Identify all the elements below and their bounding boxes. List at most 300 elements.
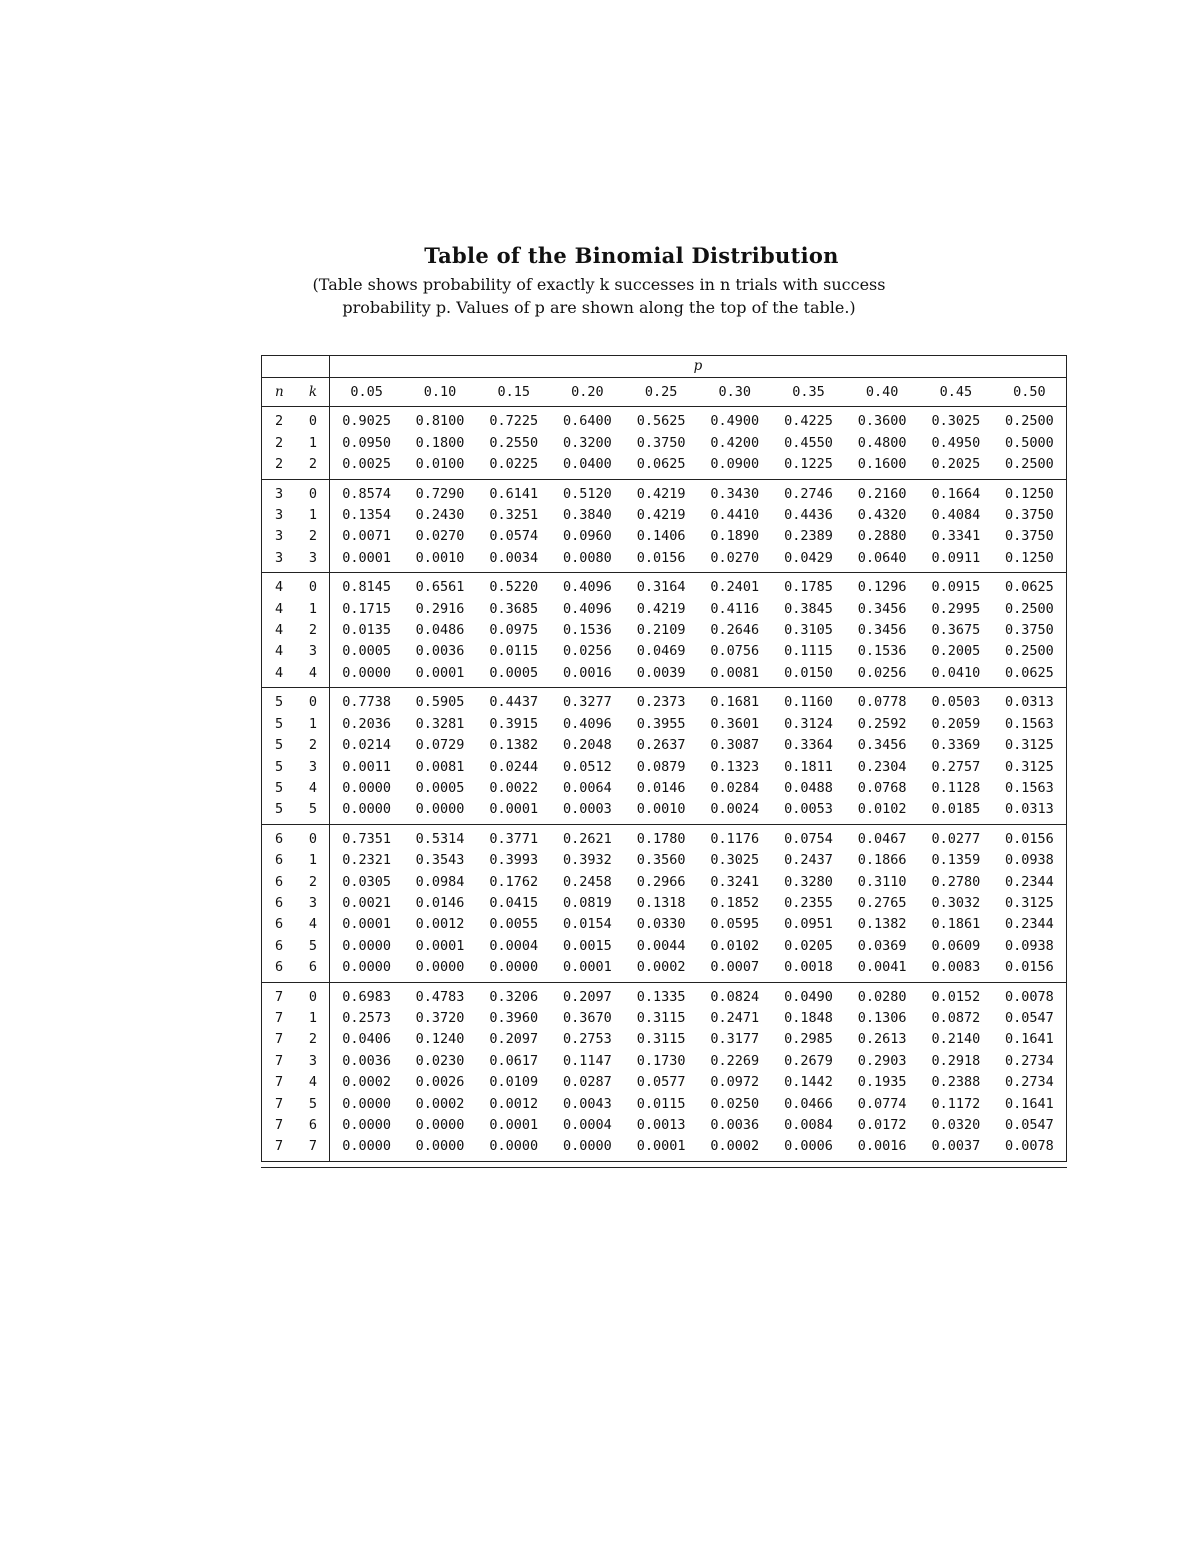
probability-cell: 0.2048: [563, 737, 612, 754]
n-cell: 5: [262, 714, 296, 735]
probability-cell: 0.0043: [563, 1095, 612, 1112]
probability-cell: 0.0002: [710, 1138, 760, 1155]
probability-cell: 0.2321: [330, 850, 404, 871]
probability-cell: 0.0013: [636, 1117, 686, 1133]
probability-cell: 0.3087: [710, 737, 760, 754]
table-row: [262, 1051, 1067, 1072]
probability-cell: 0.3845: [784, 600, 833, 617]
k-cell: 7: [308, 1138, 317, 1155]
probability-cell: 0.4200: [710, 434, 760, 451]
probability-cell: 0.1641: [993, 1029, 1067, 1050]
probability-cell: 0.1115: [784, 643, 833, 660]
probability-cell: 0.0012: [415, 916, 465, 933]
probability-cell: 0.3110: [857, 873, 907, 890]
p-value-header: 0.30: [698, 378, 772, 407]
k-cell: 1: [308, 1009, 317, 1026]
probability-cell: 0.0016: [857, 1138, 907, 1155]
probability-cell: 0.2036: [330, 714, 404, 735]
probability-cell: 0.3341: [931, 528, 981, 545]
probability-cell: 0.0036: [330, 1051, 404, 1072]
probability-cell: 0.2401: [698, 573, 772, 599]
probability-cell: 0.1160: [772, 688, 846, 714]
probability-cell: 0.0156: [993, 957, 1067, 982]
probability-cell: 0.4096: [563, 600, 612, 617]
probability-cell: 0.0021: [330, 893, 404, 914]
probability-cell: 0.0400: [563, 456, 612, 473]
p-value-header: 0.45: [919, 378, 993, 407]
probability-cell: 0.4219: [636, 507, 686, 524]
table-bottom-rule: [261, 1161, 1067, 1168]
table-row: [262, 663, 1067, 688]
p-header-row: [262, 356, 1067, 378]
k-cell: 0: [296, 407, 330, 433]
table-row: [262, 824, 1067, 850]
n-cell: 6: [262, 893, 296, 914]
probability-cell: 0.1250: [993, 479, 1067, 505]
probability-cell: 0.0488: [784, 779, 833, 796]
probability-cell: 0.3771: [477, 824, 551, 850]
p-value-header: 0.20: [551, 378, 625, 407]
probability-cell: 0.0911: [931, 549, 981, 566]
probability-cell: 0.0577: [636, 1074, 686, 1091]
probability-cell: 0.7351: [330, 824, 404, 850]
probability-cell: 0.5120: [551, 479, 625, 505]
probability-cell: 0.0000: [415, 801, 465, 818]
probability-cell: 0.4900: [698, 407, 772, 433]
probability-cell: 0.0156: [636, 549, 686, 566]
probability-cell: 0.3750: [993, 505, 1067, 526]
probability-cell: 0.0055: [489, 916, 539, 933]
probability-cell: 0.3670: [563, 1009, 612, 1026]
probability-cell: 0.0320: [931, 1117, 981, 1133]
probability-cell: 0.0469: [636, 643, 686, 660]
probability-cell: 0.2430: [415, 507, 465, 524]
probability-cell: 0.4950: [931, 434, 981, 451]
k-cell: 1: [308, 600, 317, 617]
probability-cell: 0.0004: [489, 937, 539, 954]
probability-cell: 0.2880: [857, 528, 907, 545]
probability-cell: 0.0975: [489, 622, 539, 639]
probability-cell: 0.3369: [931, 737, 981, 754]
probability-cell: 0.3115: [636, 1009, 686, 1026]
probability-cell: 0.0467: [845, 824, 919, 850]
probability-cell: 0.2757: [931, 758, 981, 775]
probability-cell: 0.0774: [857, 1095, 907, 1112]
probability-cell: 0.0005: [415, 779, 465, 796]
table-row: [262, 914, 1067, 935]
probability-cell: 0.0872: [931, 1009, 981, 1026]
n-cell: 3: [262, 548, 296, 573]
probability-cell: 0.0000: [330, 1094, 404, 1115]
probability-cell: 0.3277: [551, 688, 625, 714]
probability-cell: 0.0005: [489, 664, 539, 681]
probability-cell: 0.3105: [784, 622, 833, 639]
table-row: [262, 573, 1067, 599]
probability-cell: 0.2500: [993, 407, 1067, 433]
probability-cell: 0.2458: [563, 873, 612, 890]
k-cell: 4: [308, 664, 317, 681]
k-cell: 2: [308, 528, 317, 545]
probability-cell: 0.0270: [415, 528, 465, 545]
n-cell: 7: [262, 1029, 296, 1050]
probability-cell: 0.2918: [931, 1052, 981, 1069]
probability-cell: 0.0280: [845, 982, 919, 1008]
probability-cell: 0.1785: [772, 573, 846, 599]
probability-cell: 0.3032: [931, 894, 981, 911]
probability-cell: 0.0250: [710, 1095, 760, 1112]
probability-cell: 0.1715: [330, 599, 404, 620]
probability-cell: 0.2734: [993, 1051, 1067, 1072]
k-cell: 3: [308, 643, 317, 660]
probability-cell: 0.3750: [636, 434, 686, 451]
k-cell: 6: [308, 959, 317, 976]
probability-cell: 0.2734: [993, 1072, 1067, 1093]
table-row: [262, 936, 1067, 957]
probability-cell: 0.2765: [857, 894, 907, 911]
probability-cell: 0.2966: [636, 873, 686, 890]
probability-cell: 0.0080: [563, 549, 612, 566]
n-cell: 6: [262, 936, 296, 957]
probability-cell: 0.0172: [857, 1117, 907, 1133]
probability-cell: 0.0004: [563, 1117, 612, 1133]
probability-cell: 0.1600: [857, 456, 907, 473]
n-cell: 7: [262, 1136, 296, 1160]
probability-cell: 0.0512: [563, 758, 612, 775]
table-group-n-7: [262, 982, 1067, 1161]
probability-cell: 0.2903: [857, 1052, 907, 1069]
n-cell: 7: [262, 982, 296, 1008]
probability-cell: 0.1382: [489, 737, 539, 754]
probability-cell: 0.3456: [857, 622, 907, 639]
probability-cell: 0.0071: [330, 526, 404, 547]
probability-cell: 0.2985: [784, 1031, 833, 1048]
p-value-header: 0.10: [403, 378, 477, 407]
probability-cell: 0.4550: [784, 434, 833, 451]
probability-cell: 0.0000: [330, 1136, 404, 1160]
probability-cell: 0.2269: [710, 1052, 760, 1069]
probability-cell: 0.0000: [330, 936, 404, 957]
probability-cell: 0.1848: [784, 1009, 833, 1026]
probability-cell: 0.1318: [636, 894, 686, 911]
probability-cell: 0.0002: [636, 959, 686, 976]
table-group-n-3: [262, 479, 1067, 573]
probability-cell: 0.0330: [636, 916, 686, 933]
probability-cell: 0.0000: [563, 1138, 612, 1155]
table-group-n-6: [262, 824, 1067, 982]
k-cell: 1: [308, 434, 317, 451]
probability-cell: 0.1536: [857, 643, 907, 660]
probability-cell: 0.0547: [993, 1115, 1067, 1136]
table-header: [262, 356, 1067, 407]
probability-cell: 0.1176: [698, 824, 772, 850]
probability-cell: 0.4320: [857, 507, 907, 524]
binomial-table: [261, 355, 1067, 1161]
binomial-table-container: [261, 355, 1067, 1168]
probability-cell: 0.3125: [993, 735, 1067, 756]
p-value-header: 0.25: [624, 378, 698, 407]
probability-cell: 0.2679: [784, 1052, 833, 1069]
probability-cell: 0.3543: [415, 852, 465, 869]
probability-cell: 0.0879: [636, 758, 686, 775]
table-row: [262, 620, 1067, 641]
n-cell: 7: [262, 1008, 296, 1029]
probability-cell: 0.5314: [403, 824, 477, 850]
probability-cell: 0.0010: [415, 549, 465, 566]
probability-cell: 0.3750: [993, 526, 1067, 547]
k-cell: 2: [308, 873, 317, 890]
probability-cell: 0.3200: [563, 434, 612, 451]
probability-cell: 0.0595: [710, 916, 760, 933]
probability-cell: 0.0064: [563, 779, 612, 796]
probability-cell: 0.0256: [857, 664, 907, 681]
probability-cell: 0.4410: [710, 507, 760, 524]
probability-cell: 0.8574: [330, 479, 404, 505]
probability-cell: 0.0313: [993, 688, 1067, 714]
probability-cell: 0.0034: [489, 549, 539, 566]
probability-cell: 0.6141: [477, 479, 551, 505]
table-row: [262, 1115, 1067, 1136]
probability-cell: 0.2500: [993, 641, 1067, 662]
probability-cell: 0.0915: [919, 573, 993, 599]
probability-cell: 0.0001: [489, 801, 539, 818]
probability-cell: 0.0011: [330, 757, 404, 778]
table-row: [262, 407, 1067, 433]
table-row: [262, 714, 1067, 735]
probability-cell: 0.0768: [857, 779, 907, 796]
probability-cell: 0.0001: [330, 548, 404, 573]
n-cell: 5: [262, 735, 296, 756]
k-cell: 3: [308, 894, 317, 911]
probability-cell: 0.0083: [931, 959, 981, 976]
probability-cell: 0.0037: [931, 1138, 981, 1155]
probability-cell: 0.1147: [563, 1052, 612, 1069]
probability-cell: 0.4783: [403, 982, 477, 1008]
probability-cell: 0.2109: [636, 622, 686, 639]
probability-cell: 0.0000: [415, 1117, 465, 1133]
probability-cell: 0.2025: [931, 456, 981, 473]
probability-cell: 0.0001: [636, 1138, 686, 1155]
probability-cell: 0.3600: [845, 407, 919, 433]
probability-cell: 0.1442: [784, 1074, 833, 1091]
n-cell: 5: [262, 757, 296, 778]
probability-cell: 0.5000: [993, 433, 1067, 454]
probability-cell: 0.0078: [993, 982, 1067, 1008]
probability-cell: 0.0010: [636, 801, 686, 818]
probability-cell: 0.1536: [563, 622, 612, 639]
n-cell: 5: [262, 778, 296, 799]
probability-cell: 0.1172: [931, 1095, 981, 1112]
probability-cell: 0.3720: [415, 1009, 465, 1026]
n-cell: 2: [262, 407, 296, 433]
probability-cell: 0.0001: [563, 959, 612, 976]
probability-cell: 0.0150: [784, 664, 833, 681]
probability-cell: 0.0036: [415, 643, 465, 660]
n-cell: 3: [262, 479, 296, 505]
table-row: [262, 1072, 1067, 1093]
probability-cell: 0.0754: [772, 824, 846, 850]
probability-cell: 0.1780: [624, 824, 698, 850]
table-row: [262, 479, 1067, 505]
probability-cell: 0.0002: [330, 1072, 404, 1093]
probability-cell: 0.1306: [857, 1009, 907, 1026]
probability-cell: 0.2005: [931, 643, 981, 660]
table-group-n-4: [262, 573, 1067, 688]
probability-cell: 0.0000: [415, 959, 465, 976]
probability-cell: 0.0041: [857, 959, 907, 976]
n-cell: 2: [262, 454, 296, 479]
probability-cell: 0.1225: [784, 456, 833, 473]
table-row: [262, 548, 1067, 573]
probability-cell: 0.0000: [330, 1115, 404, 1136]
n-cell: 6: [262, 850, 296, 871]
probability-cell: 0.0016: [563, 664, 612, 681]
probability-cell: 0.3675: [931, 622, 981, 639]
probability-cell: 0.6561: [403, 573, 477, 599]
probability-cell: 0.6400: [551, 407, 625, 433]
probability-cell: 0.4096: [551, 573, 625, 599]
probability-cell: 0.3456: [857, 737, 907, 754]
n-cell: 3: [262, 505, 296, 526]
table-row: [262, 505, 1067, 526]
k-cell: 1: [308, 852, 317, 869]
probability-cell: 0.0000: [330, 778, 404, 799]
n-cell: 5: [262, 799, 296, 824]
table-row: [262, 850, 1067, 871]
table-group-n-2: [262, 407, 1067, 479]
table-row: [262, 893, 1067, 914]
probability-cell: 0.2613: [857, 1031, 907, 1048]
probability-cell: 0.5220: [477, 573, 551, 599]
p-value-header: 0.35: [772, 378, 846, 407]
probability-cell: 0.0625: [993, 663, 1067, 688]
table-row: [262, 957, 1067, 982]
probability-cell: 0.2344: [993, 914, 1067, 935]
probability-cell: 0.6983: [330, 982, 404, 1008]
probability-cell: 0.4096: [563, 715, 612, 732]
probability-cell: 0.0287: [563, 1074, 612, 1091]
n-cell: 6: [262, 872, 296, 893]
k-cell: 2: [308, 456, 317, 473]
probability-cell: 0.0102: [857, 801, 907, 818]
probability-cell: 0.0984: [415, 873, 465, 890]
probability-cell: 0.2500: [993, 599, 1067, 620]
probability-cell: 0.0205: [784, 937, 833, 954]
probability-cell: 0.3125: [993, 893, 1067, 914]
probability-cell: 0.0018: [784, 959, 833, 976]
n-cell: 6: [262, 824, 296, 850]
probability-cell: 0.2097: [489, 1031, 539, 1048]
table-row: [262, 872, 1067, 893]
table-row: [262, 599, 1067, 620]
probability-cell: 0.8100: [403, 407, 477, 433]
probability-cell: 0.2780: [931, 873, 981, 890]
probability-cell: 0.0951: [784, 916, 833, 933]
k-cell: 3: [308, 758, 317, 775]
k-cell: 0: [296, 479, 330, 505]
probability-cell: 0.2637: [636, 737, 686, 754]
k-cell: 2: [308, 1031, 317, 1048]
probability-cell: 0.0022: [489, 779, 539, 796]
probability-cell: 0.4225: [772, 407, 846, 433]
probability-cell: 0.1800: [415, 434, 465, 451]
k-cell: 1: [308, 507, 317, 524]
k-cell: 2: [308, 622, 317, 639]
probability-cell: 0.3915: [489, 715, 539, 732]
probability-cell: 0.1323: [710, 758, 760, 775]
probability-cell: 0.3456: [857, 600, 907, 617]
probability-cell: 0.2500: [993, 454, 1067, 479]
probability-cell: 0.2471: [710, 1009, 760, 1026]
probability-cell: 0.0084: [784, 1117, 833, 1133]
probability-cell: 0.2746: [772, 479, 846, 505]
n-cell: 3: [262, 526, 296, 547]
probability-cell: 0.2388: [931, 1074, 981, 1091]
probability-cell: 0.3025: [710, 852, 760, 869]
header-blank-cell: [262, 356, 330, 378]
p-value-header: 0.05: [330, 378, 404, 407]
probability-cell: 0.3955: [636, 715, 686, 732]
k-cell: 0: [296, 573, 330, 599]
probability-cell: 0.1811: [784, 758, 833, 775]
p-value-header: 0.15: [477, 378, 551, 407]
table-row: [262, 1008, 1067, 1029]
probability-cell: 0.2140: [931, 1031, 981, 1048]
probability-cell: 0.0007: [710, 959, 760, 976]
probability-cell: 0.4116: [710, 600, 760, 617]
table-row: [262, 1094, 1067, 1115]
probability-cell: 0.2646: [710, 622, 760, 639]
probability-cell: 0.0000: [415, 1138, 465, 1155]
probability-cell: 0.2995: [931, 600, 981, 617]
probability-cell: 0.0230: [415, 1052, 465, 1069]
p-label: p: [330, 356, 1067, 378]
n-cell: 7: [262, 1094, 296, 1115]
k-cell: 4: [308, 779, 317, 796]
probability-cell: 0.4084: [931, 507, 981, 524]
probability-cell: 0.1296: [845, 573, 919, 599]
k-cell: 4: [308, 916, 317, 933]
probability-cell: 0.0270: [710, 549, 760, 566]
table-row: [262, 1136, 1067, 1160]
probability-cell: 0.1852: [710, 894, 760, 911]
table-row: [262, 982, 1067, 1008]
k-cell: 3: [308, 549, 317, 566]
probability-cell: 0.1240: [415, 1031, 465, 1048]
k-cell: 2: [308, 737, 317, 754]
probability-cell: 0.2573: [330, 1008, 404, 1029]
probability-cell: 0.1359: [931, 852, 981, 869]
probability-cell: 0.3281: [415, 715, 465, 732]
probability-cell: 0.3125: [993, 757, 1067, 778]
probability-cell: 0.3251: [489, 507, 539, 524]
probability-cell: 0.3025: [919, 407, 993, 433]
probability-cell: 0.2355: [784, 894, 833, 911]
probability-cell: 0.0778: [845, 688, 919, 714]
n-cell: 5: [262, 688, 296, 714]
probability-cell: 0.0490: [772, 982, 846, 1008]
probability-cell: 0.2160: [845, 479, 919, 505]
column-header-row: [262, 378, 1067, 407]
probability-cell: 0.0001: [415, 937, 465, 954]
k-cell: 0: [296, 688, 330, 714]
probability-cell: 0.0000: [489, 1138, 539, 1155]
probability-cell: 0.0503: [919, 688, 993, 714]
probability-cell: 0.7290: [403, 479, 477, 505]
probability-cell: 0.2621: [551, 824, 625, 850]
n-cell: 7: [262, 1115, 296, 1136]
probability-cell: 0.1730: [636, 1052, 686, 1069]
probability-cell: 0.1382: [857, 916, 907, 933]
